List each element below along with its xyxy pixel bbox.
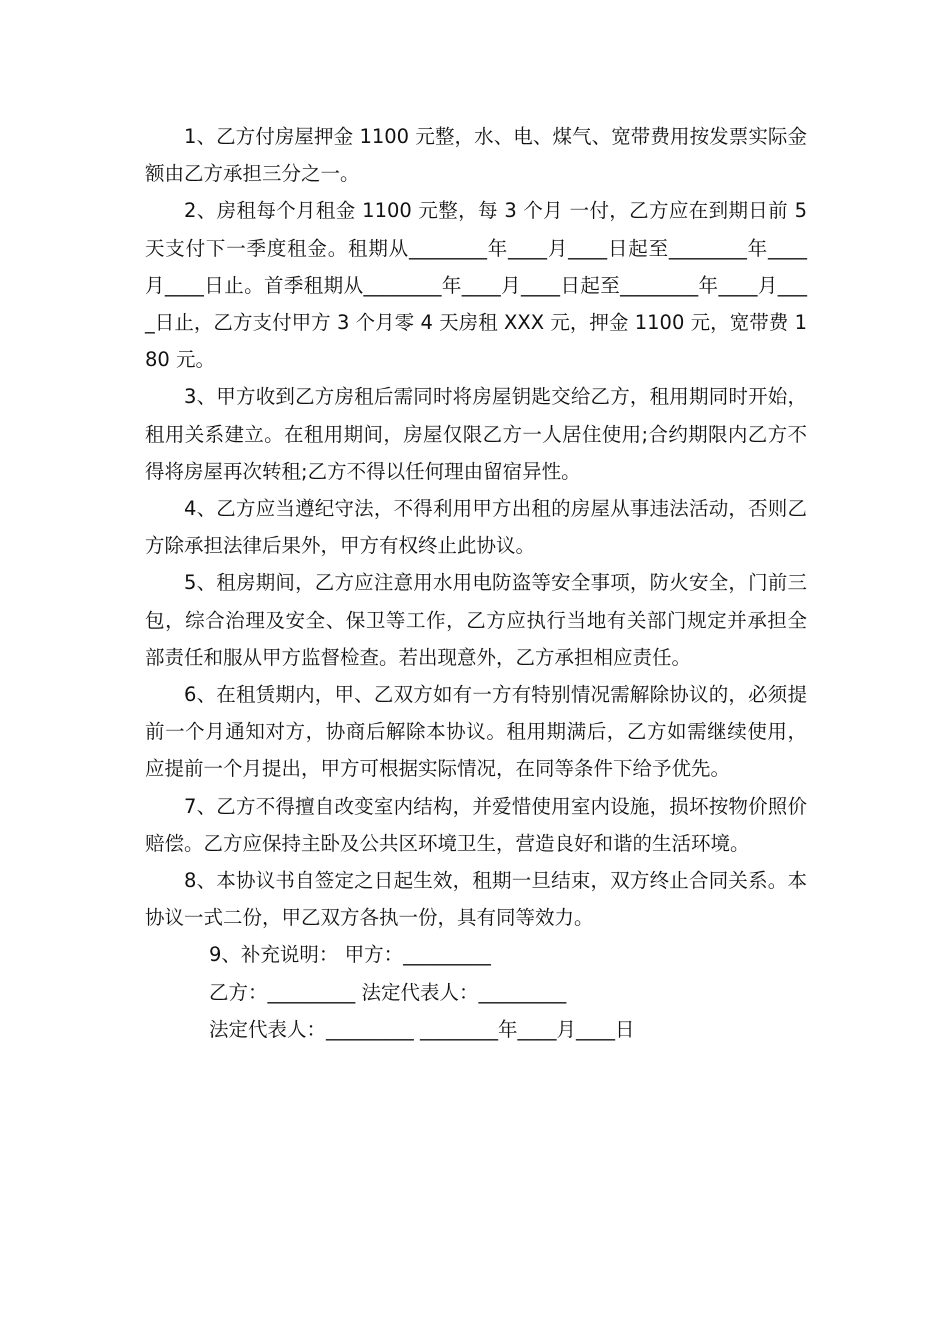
clause-2: 2、房租每个月租金 1100 元整，每 3 个月 一付，乙方应在到期日前 5 天支付下一季度租金。租期从________年____月____日起至________年____月____日止。首季租期从________年____月____日起至________年____月____日止，乙方支付甲方 3 个月零 4 天房租 XXX 元，押金 1100 元，宽带费 180 元。	[145, 199, 807, 372]
clause-8: 8、本协议书自签定之日起生效，租期一旦结束，双方终止合同关系。本协议一式二份，甲乙双方各执一份，具有同等效力。	[145, 869, 807, 930]
clause-3: 3、甲方收到乙方房租后需同时将房屋钥匙交给乙方，租用期同时开始，租用关系建立。在租用期间，房屋仅限乙方一人居住使用;合约期限内乙方不得将房屋再次转租;乙方不得以任何理由留宿异性。	[145, 385, 807, 483]
representative-date-line: 法定代表人：_________ ________年____月____日	[209, 1017, 635, 1041]
clause-1: 1、乙方付房屋押金 1100 元整，水、电、煤气、宽带费用按发票实际金额由乙方承担三分之一。	[145, 125, 807, 186]
clause-5: 5、租房期间，乙方应注意用水用电防盗等安全事项，防火安全，门前三包，综合治理及安全、保卫等工作，乙方应执行当地有关部门规定并承担全部责任和服从甲方监督检查。若出现意外，乙方承担相应责任。	[145, 571, 807, 669]
clause-7: 7、乙方不得擅自改变室内结构，并爱惜使用室内设施，损坏按物价照价赔偿。乙方应保持主卧及公共区环境卫生，营造良好和谐的生活环境。	[145, 794, 807, 855]
party-b-representative-line: 乙方：_________ 法定代表人：_________	[209, 980, 567, 1004]
clause-6: 6、在租赁期内，甲、乙双方如有一方有特别情况需解除协议的，必须提前一个月通知对方，协商后解除本协议。租用期满后，乙方如需继续使用，应提前一个月提出，甲方可根据实际情况，在同等条件下给予优先。	[145, 683, 807, 781]
document-body	[145, 118, 807, 1048]
supplement-party-a-line: 9、补充说明： 甲方：_________	[209, 943, 491, 967]
clause-4: 4、乙方应当遵纪守法，不得利用甲方出租的房屋从事违法活动，否则乙方除承担法律后果外，甲方有权终止此协议。	[145, 497, 807, 558]
